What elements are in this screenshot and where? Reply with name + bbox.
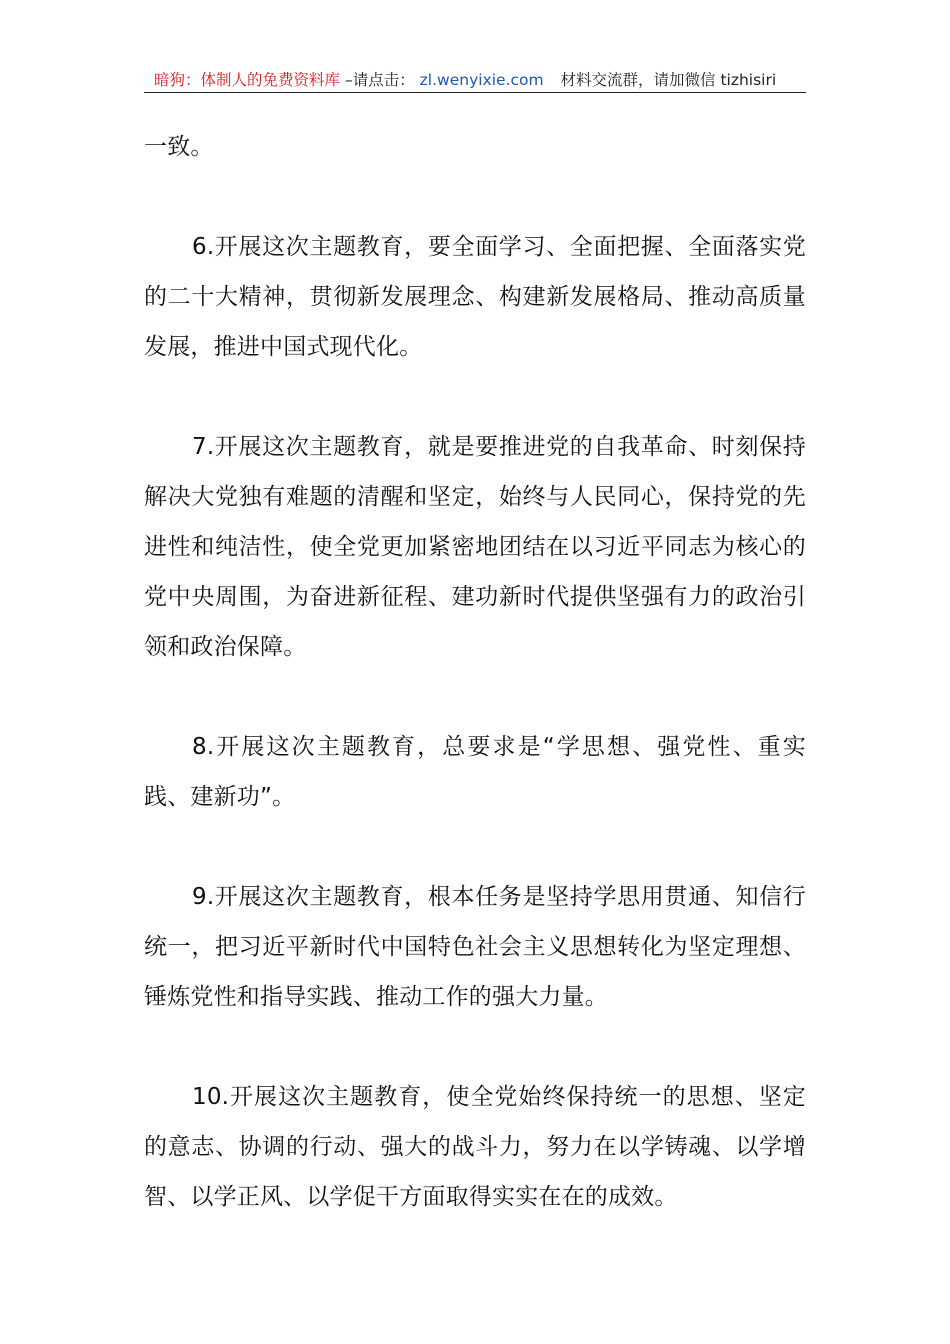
paragraph-continuation: 一致。 [144,134,214,160]
header-prompt: –请点击： [344,71,415,89]
paragraph-item-6: 6.开展这次主题教育，要全面学习、全面把握、全面落实党的二十大精神，贯彻新发展理念、构建新发展格局、推动高质量发展，推进中国式现代化。 [144,234,806,360]
paragraph-item-7: 7.开展这次主题教育，就是要推进党的自我革命、时刻保持解决大党独有难题的清醒和坚定，始终与人民同心，保持党的先进性和纯洁性，使全党更加紧密地团结在以习近平同志为核心的党中央周围，为奋进新征程、建功新时代提供坚强有力的政治引领和政治保障。 [144,434,806,660]
header-link[interactable]: zl.wenyixie.com [419,71,544,89]
document-body [144,122,806,1272]
header-brand: 暗狗：体制人的免费资料库 [154,71,341,89]
paragraph-item-9: 9.开展这次主题教育，根本任务是坚持学思用贯通、知信行统一，把习近平新时代中国特色社会主义思想转化为坚定理想、锤炼党性和指导实践、推动工作的强大力量。 [144,884,806,1010]
paragraph-item-8: 8.开展这次主题教育，总要求是“学思想、强党性、重实践、建新功”。 [144,734,806,810]
paragraph-item-10: 10.开展这次主题教育，使全党始终保持统一的思想、坚定的意志、协调的行动、强大的战斗力，努力在以学铸魂、以学增智、以学正风、以学促干方面取得实实在在的成效。 [144,1084,806,1210]
header-group-note: 材料交流群，请加微信 tizhisiri [560,71,777,89]
page-header [144,68,806,93]
